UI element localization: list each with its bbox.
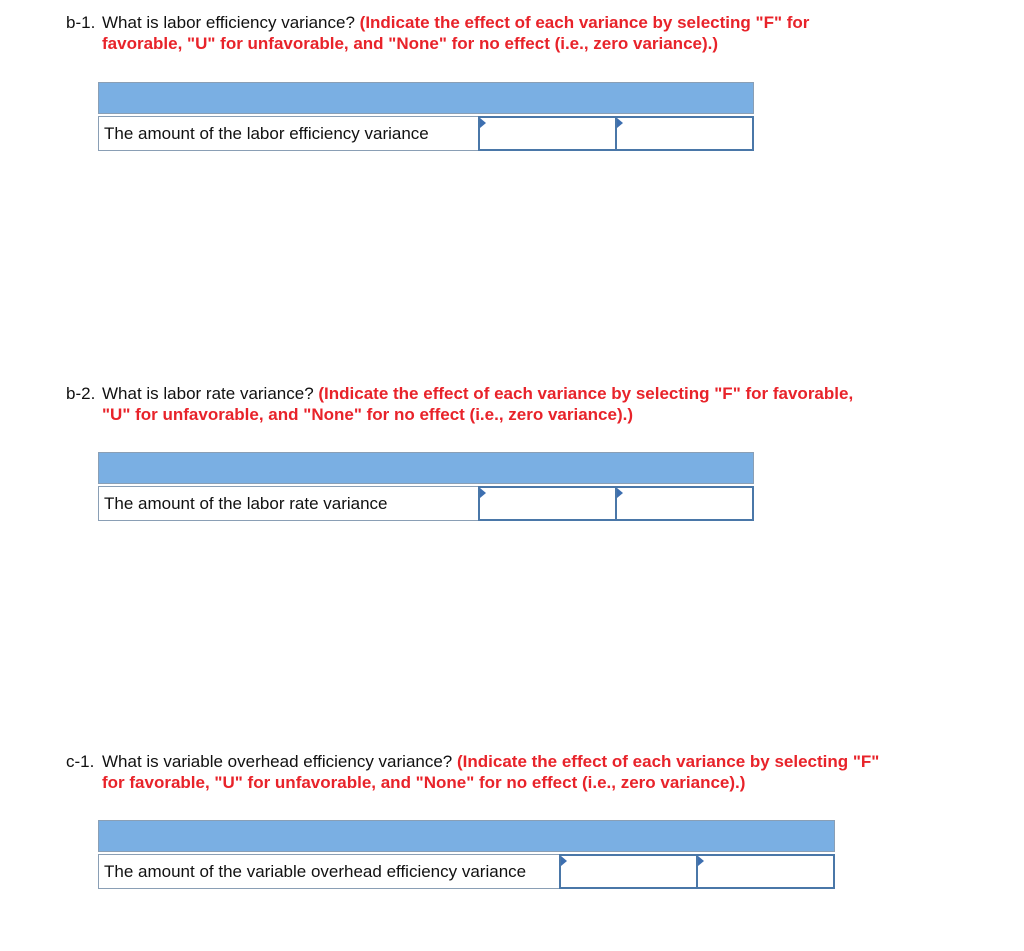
table-header xyxy=(98,820,835,852)
dropdown-marker-icon xyxy=(617,118,623,128)
answer-table-b2 xyxy=(98,452,754,521)
dropdown-marker-icon xyxy=(561,856,567,866)
dropdown-marker-icon xyxy=(480,488,486,498)
amount-input[interactable] xyxy=(559,854,698,889)
table-row xyxy=(98,486,754,521)
answer-table-b1 xyxy=(98,82,754,151)
question-c1 xyxy=(66,751,946,793)
dropdown-marker-icon xyxy=(480,118,486,128)
dropdown-marker-icon xyxy=(698,856,704,866)
question-text: What is variable overhead efficiency variance? xyxy=(102,752,453,771)
instruction-text: (Indicate the effect of each variance by selecting "F" for xyxy=(359,13,810,32)
instruction-text-cont: "U" for unfavorable, and "None" for no effect (i.e., zero variance).) xyxy=(102,405,633,424)
question-b2 xyxy=(66,383,946,425)
answer-table-c1 xyxy=(98,820,835,889)
question-number: c-1. xyxy=(66,752,95,771)
table-row xyxy=(98,854,835,889)
row-label: The amount of the variable overhead efficiency variance xyxy=(98,854,559,889)
table-header xyxy=(98,82,754,114)
instruction-text-cont: favorable, "U" for unfavorable, and "None" for no effect (i.e., zero variance).) xyxy=(102,34,719,53)
question-text: What is labor rate variance? xyxy=(102,384,314,403)
table-header xyxy=(98,452,754,484)
instruction-text-cont: for favorable, "U" for unfavorable, and "None" for no effect (i.e., zero variance).) xyxy=(102,773,746,792)
row-label: The amount of the labor rate variance xyxy=(98,486,478,521)
question-number: b-1. xyxy=(66,13,96,32)
instruction-text: (Indicate the effect of each variance by selecting "F" for favorable, xyxy=(318,384,854,403)
row-label: The amount of the labor efficiency variance xyxy=(98,116,478,151)
instruction-text: (Indicate the effect of each variance by selecting "F" xyxy=(457,752,880,771)
effect-select[interactable] xyxy=(698,854,835,889)
dropdown-marker-icon xyxy=(617,488,623,498)
question-text: What is labor efficiency variance? xyxy=(102,13,355,32)
table-row xyxy=(98,116,754,151)
question-number: b-2. xyxy=(66,384,96,403)
effect-select[interactable] xyxy=(617,486,754,521)
question-b1 xyxy=(66,12,946,54)
effect-select[interactable] xyxy=(617,116,754,151)
amount-input[interactable] xyxy=(478,486,617,521)
amount-input[interactable] xyxy=(478,116,617,151)
